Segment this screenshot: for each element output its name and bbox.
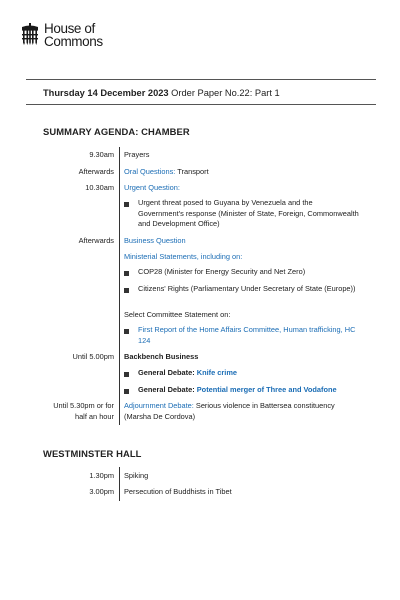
order-paper-date: Thursday 14 December 2023 [43,88,169,98]
header-bottom-rule [26,104,376,105]
chamber-divider [119,147,120,425]
ministerial-statements-label[interactable]: Ministerial Statements, including on: [124,252,243,261]
house-of-commons-logo [20,23,103,48]
urgent-question-label[interactable]: Urgent Question: [124,183,180,192]
oral-questions-link[interactable]: Oral Questions: [124,167,176,176]
adjournment-debate-topic: Serious violence in Battersea constituency (Marsha De Cordova) [124,401,335,421]
time-backbench-business: Until 5.00pm [72,352,114,361]
portcullis-icon [20,23,40,45]
time-adjournment-line2: half an hour [74,412,114,421]
backbench-business-heading: Backbench Business [124,352,199,361]
bullet-icon [124,271,129,276]
business-question-label[interactable]: Business Question [124,236,186,245]
logo-line1: House of [44,21,95,36]
general-debate-knife-crime [138,368,360,379]
order-paper-number: Order Paper No.22: Part 1 [168,88,280,98]
item-spiking: Spiking [124,471,149,480]
time-prayers: 9.30am [89,150,114,159]
bullet-icon [124,288,129,293]
bullet-icon [124,372,129,377]
ministerial-statement-cop28: COP28 (Minister for Energy Security and Net Zero) [138,267,306,276]
knife-crime-link[interactable]: Knife crime [196,368,238,377]
westminster-hall-heading: WESTMINSTER HALL [43,448,142,459]
select-committee-heading: Select Committee Statement on: [124,310,231,319]
urgent-question-item: Urgent threat posed to Guyana by Venezuela and the Government's response (Minister of State, Foreign, Commonwealth and Development Office) [138,198,359,228]
chamber-heading: SUMMARY AGENDA: CHAMBER [43,126,190,137]
time-spiking: 1.30pm [89,471,114,480]
item-oral-questions [124,167,209,178]
oral-questions-topic: Transport [175,167,209,176]
general-debate-three-vodafone [138,385,360,396]
item-buddhists-tibet: Persecution of Buddhists in Tibet [124,487,232,496]
business-question-link[interactable] [124,236,186,247]
bullet-icon [124,202,129,207]
adjournment-debate-item [124,401,356,422]
westminster-divider [119,467,120,501]
ministerial-statement-citizens-rights: Citizens' Rights (Parliamentary Under Secretary of State (Europe)) [138,284,356,293]
general-debate-label: General Debate: [138,385,197,394]
time-urgent-question: 10.30am [85,183,114,192]
ministerial-statements-link[interactable] [124,252,242,263]
general-debate-label: General Debate: [138,368,197,377]
adjournment-debate-link[interactable]: Adjournment Debate: [124,401,194,410]
bullet-icon [124,329,129,334]
urgent-question-link[interactable] [124,183,180,194]
order-paper-title [43,88,280,98]
three-vodafone-link[interactable]: Potential merger of Three and Vodafone [196,385,337,394]
select-committee-report-link[interactable] [138,325,360,346]
time-buddhists-tibet: 3.00pm [89,487,114,496]
time-oral-questions: Afterwards [78,167,114,176]
logo-wordmark [44,23,103,48]
item-prayers: Prayers [124,150,150,159]
time-adjournment-line1: Until 5.30pm or for [53,401,114,410]
logo-line2: Commons [44,33,103,49]
select-committee-report-label[interactable]: First Report of the Home Affairs Committee, Human trafficking, HC 124 [138,325,356,345]
header-top-rule [26,79,376,80]
bullet-icon [124,389,129,394]
time-business-question: Afterwards [78,236,114,245]
